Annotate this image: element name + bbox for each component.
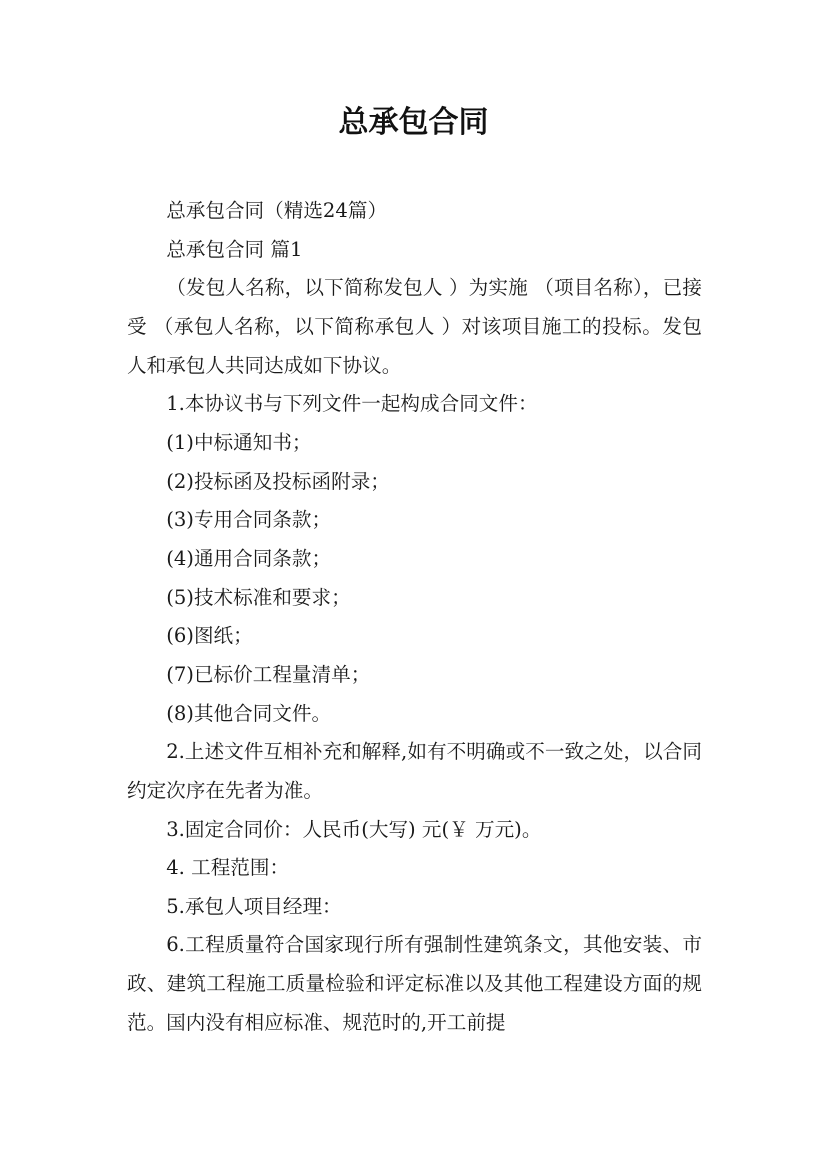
- paragraph-item-3: (3)专用合同条款；: [166, 508, 332, 532]
- paragraph-clause-6: 6.工程质量符合国家现行所有强制性建筑条文，其他安装、市政、建筑工程施工质量检验和评定标准以及其他工程建设方面的规范。国内没有相应标准、规范时的,开工前提: [127, 933, 702, 1034]
- paragraph-clause-1: 1.本协议书与下列文件一起构成合同文件：: [166, 392, 538, 416]
- paragraph-item-2: (2)投标函及投标函附录；: [166, 469, 390, 493]
- paragraph-clause-5: 5.承包人项目经理：: [166, 894, 342, 918]
- paragraph-item-5: (5)技术标准和要求；: [166, 585, 351, 609]
- paragraph-item-6: (6)图纸；: [166, 624, 253, 648]
- paragraph-clause-3: 3.固定合同价：人民币(大写) 元(￥ 万元)。: [166, 817, 542, 841]
- paragraph-intro: （发包人名称，以下简称发包人 ）为实施 （项目名称），已接受 （承包人名称，以下简称承包人 ）对该项目施工的投标。发包人和承包人共同达成如下协议。: [127, 276, 702, 377]
- paragraph-clause-4: 4. 工程范围：: [166, 856, 290, 880]
- paragraph-item-8: (8)其他合同文件。: [166, 701, 332, 725]
- paragraph-collection-heading: 总承包合同（精选24篇）: [166, 199, 388, 222]
- paragraph-item-7: (7)已标价工程量清单；: [166, 662, 371, 686]
- document-title: 总承包合同: [338, 105, 489, 140]
- paragraph-item-4: (4)通用合同条款；: [166, 546, 332, 570]
- paragraph-item-1: (1)中标通知书；: [166, 430, 312, 454]
- paragraph-clause-2: 2.上述文件互相补充和解释,如有不明确或不一致之处，以合同约定次序在先者为准。: [127, 740, 702, 802]
- document-body: [127, 192, 702, 1042]
- paragraph-chapter-heading: 总承包合同 篇1: [166, 237, 303, 261]
